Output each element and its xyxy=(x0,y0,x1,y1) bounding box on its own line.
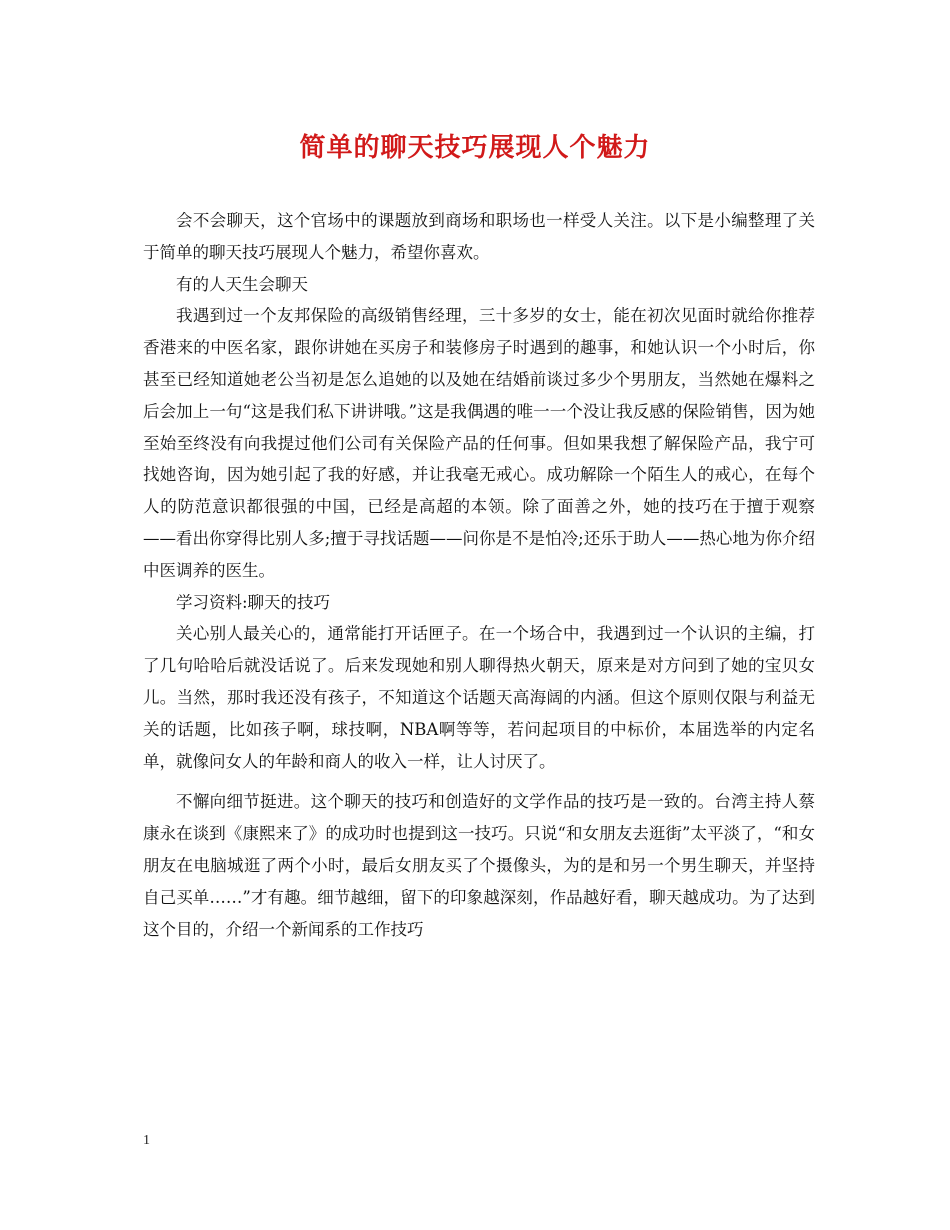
paragraph-insurance-story: 我遇到过一个友邦保险的高级销售经理，三十多岁的女士，能在初次见面时就给你推荐香港来的中医名家，跟你讲她在买房子和装修房子时遇到的趣事，和她认识一个小时后，你甚至已经知道她老公当初是怎么追她的以及她在结婚前谈过多少个男朋友，当然她在爆料之后会加上一句“这是我们私下讲讲哦。”这是我偶遇的唯一一个没让我反感的保险销售，因为她至始至终没有向我提过他们公司有关保险产品的任何事。但如果我想了解保险产品，我宁可找她咨询，因为她引起了我的好感，并让我毫无戒心。成功解除一个陌生人的戒心，在每个人的防范意识都很强的中国，已经是高超的本领。除了面善之外，她的技巧在于擅于观察——看出你穿得比别人多;擅于寻找话题——问你是不是怕冷;还乐于助人——热心地为你介绍中医调养的医生。 xyxy=(143,306,815,580)
document-body xyxy=(143,205,815,945)
paragraph-care-about-others: 关心别人最关心的，通常能打开话匣子。在一个场合中，我遇到过一个认识的主编，打了几句哈哈后就没话说了。后来发现她和别人聊得热火朝天，原来是对方问到了她的宝贝女儿。当然，那时我还没有孩子，不知道这个话题天高海阔的内涵。但这个原则仅限与利益无关的话题，比如孩子啊，球技啊，NBA啊等等，若问起项目的中标价，本届选举的内定名单，就像问女人的年龄和商人的收入一样，让人讨厌了。 xyxy=(143,624,815,771)
paragraph-details: 不懈向细节挺进。这个聊天的技巧和创造好的文学作品的技巧是一致的。台湾主持人蔡康永在谈到《康熙来了》的成功时也提到这一技巧。只说“和女朋友去逛街”太平淡了，“和女朋友在电脑城逛了两个小时，最后女朋友买了个摄像头，为的是和另一个男生聊天，并坚持自己买单……”才有趣。细节越细，留下的印象越深刻，作品越好看，聊天越成功。为了达到这个目的，介绍一个新闻系的工作技巧 xyxy=(143,792,815,939)
paragraph-intro: 会不会聊天，这个官场中的课题放到商场和职场也一样受人关注。以下是小编整理了关于简单的聊天技巧展现人个魅力，希望你喜欢。 xyxy=(143,211,815,262)
document-title: 简单的聊天技巧展现人个魅力 xyxy=(299,133,651,163)
section-heading-born-chatter: 有的人天生会聊天 xyxy=(176,274,308,294)
section-heading-study-material: 学习资料:聊天的技巧 xyxy=(176,592,331,612)
page-number: 1 xyxy=(143,1133,150,1148)
